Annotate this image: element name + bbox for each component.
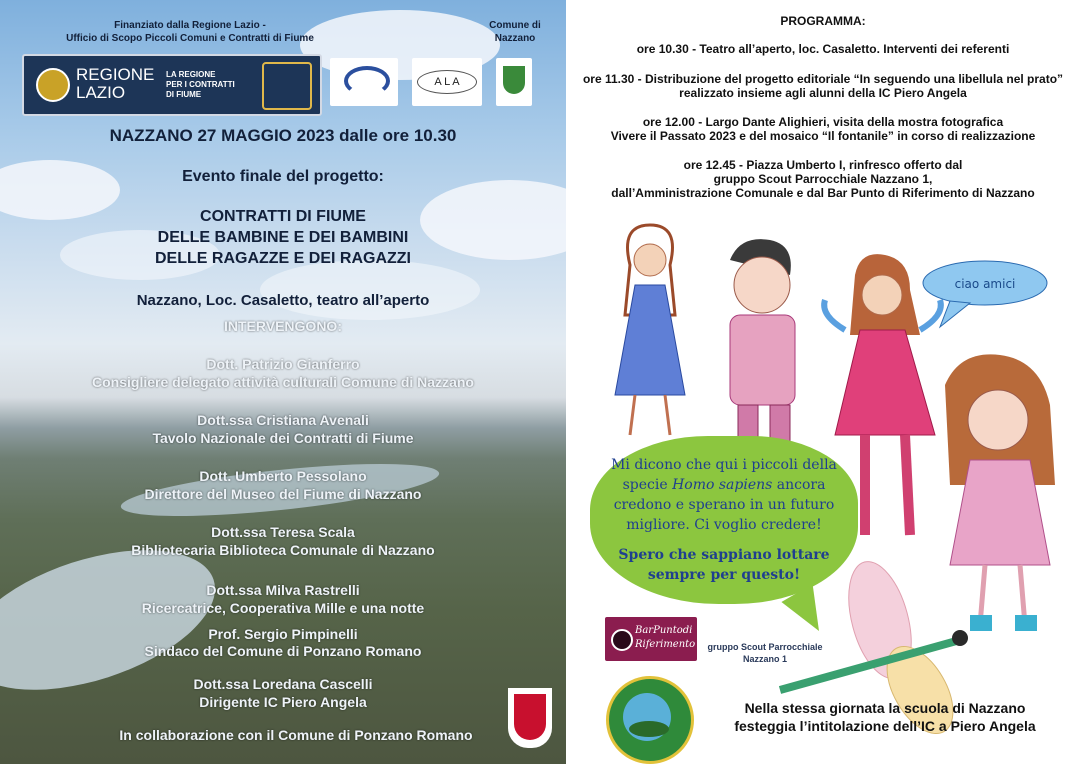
regione-lazio-logo: REGIONE LAZIO LA REGIONE PER I CONTRATTI DI FIUME	[22, 54, 322, 116]
speaker-role: Consigliere delegato attività culturali Comune di Nazzano	[92, 374, 474, 390]
speaker-role: Ricercatrice, Cooperativa Mille e una notte	[141, 600, 425, 616]
castle-icon	[262, 62, 312, 110]
girl-figure	[615, 225, 685, 435]
comune-label: Nazzano	[494, 33, 536, 44]
program-item: ore 10.30 - Teatro all’aperto, loc. Casaletto. Interventi dei referenti	[636, 42, 1010, 56]
speakers-heading: INTERVENGONO:	[224, 318, 342, 334]
program-item: Vivere il Passato 2023 e del mosaico “Il fontanile” in corso di realizzazione	[610, 129, 1036, 143]
speaker-name: Prof. Sergio Pimpinelli	[208, 626, 358, 642]
speaker-name: Dott. Patrizio Gianferro	[206, 356, 360, 372]
program-item: ore 12.00 - Largo Dante Alighieri, visita della mostra fotografica	[642, 115, 1004, 129]
speaker-name: Dott.ssa Teresa Scala	[211, 524, 355, 540]
speaker-role: Sindaco del Comune di Ponzano Romano	[144, 643, 422, 659]
speech-balloon	[923, 261, 1047, 327]
nazzano-crest-icon	[496, 58, 532, 106]
event-location: Nazzano, Loc. Casaletto, teatro all’aperto	[136, 292, 430, 309]
bubble-line: Spero che sappiano lottare	[618, 547, 830, 563]
bubble-line: credono e sperano in un futuro	[613, 497, 835, 513]
comune-label: Comune di	[489, 20, 541, 31]
project-title: DELLE BAMBINE E DEI BAMBINI	[157, 229, 409, 246]
ponzano-crest-icon	[508, 688, 552, 748]
bubble-line: sempre per questo!	[647, 567, 801, 583]
program-item: realizzato insieme agli alunni della IC Piero Angela	[679, 86, 967, 100]
riserva-logo	[330, 58, 398, 106]
speaker-role: Dirigente IC Piero Angela	[199, 694, 367, 710]
wave-icon	[344, 66, 390, 96]
funding-line: Ufficio di Scopo Piccoli Comuni e Contratti di Fiume	[66, 33, 314, 44]
speaker-name: Dott.ssa Loredana Cascelli	[193, 676, 373, 692]
project-title: CONTRATTI DI FIUME	[200, 208, 366, 225]
program-item: gruppo Scout Parrocchiale Nazzano 1,	[713, 172, 933, 186]
programma-heading: PROGRAMMA:	[780, 14, 866, 28]
program-item: dall’Amministrazione Comunale e dal Bar Punto di Riferimento di Nazzano	[611, 186, 1035, 200]
footer-line: Nella stessa giornata la scuola di Nazzano	[744, 700, 1026, 716]
scout-emblem-icon	[606, 676, 694, 764]
speaker-name: Dott.ssa Milva Rastrelli	[206, 582, 360, 598]
project-title: DELLE RAGAZZE E DEI RAGAZZI	[155, 250, 411, 267]
bubble-line: migliore. Ci voglio credere!	[626, 517, 822, 533]
program-item: ore 11.30 - Distribuzione del progetto editoriale “In seguendo una libellula nel prato”	[582, 72, 1064, 86]
ala-logo: A L A	[412, 58, 482, 106]
bubble-line: Mi dicono che qui i piccoli della	[611, 457, 837, 473]
bar-punto-logo: BarPuntodi Riferimento	[605, 617, 697, 661]
balloon-text: ciao amici	[954, 277, 1016, 291]
regione-emblem-icon	[36, 68, 70, 102]
event-intro: Evento finale del progetto:	[182, 168, 384, 185]
scout-label: Nazzano 1	[742, 654, 787, 664]
speaker-name: Dott.ssa Cristiana Avenali	[197, 412, 369, 428]
speaker-role: Tavolo Nazionale dei Contratti di Fiume	[152, 430, 414, 446]
eye-icon	[611, 629, 633, 651]
speaker-name: Dott. Umberto Pessolano	[199, 468, 367, 484]
event-date: NAZZANO 27 MAGGIO 2023 dalle ore 10.30	[109, 126, 457, 145]
collaboration-line: In collaborazione con il Comune di Ponzano Romano	[119, 727, 473, 743]
bubble-line: specie Homo sapiens ancora	[622, 477, 826, 493]
funding-line: Finanziato dalla Regione Lazio -	[114, 20, 266, 31]
speaker-role: Direttore del Museo del Fiume di Nazzano	[144, 486, 422, 502]
scout-label: gruppo Scout Parrocchiale	[707, 642, 823, 652]
speaker-role: Bibliotecaria Biblioteca Comunale di Nazzano	[131, 542, 435, 558]
footer-line: festeggia l’intitolazione dell’IC a Piero Angela	[734, 718, 1036, 734]
boy-figure	[730, 239, 795, 460]
program-item: ore 12.45 - Piazza Umberto I, rinfresco offerto dal	[683, 158, 963, 172]
